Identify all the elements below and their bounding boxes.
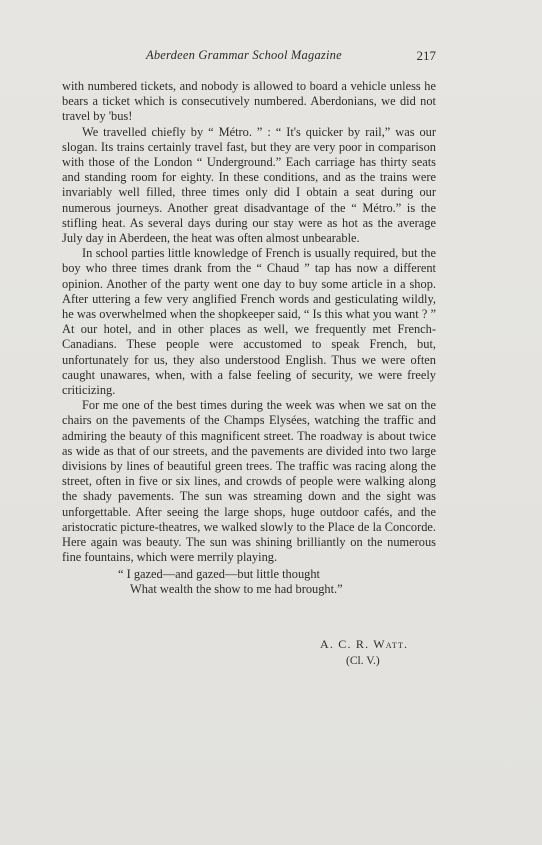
paragraph: For me one of the best times during the week was when we sat on the chairs on the pavements of the Champs Elysées, watching the traffic and admiring the beauty of this magnificent street. The roadway is about twice as wide as that of our streets, and the pavements are divided into two large divisions by lines of beautiful green trees. The traffic was racing along the street, often in five or six lines, and crowds of people were walking along the shady pavements. The sun was streaming down and the sight was unforgettable. After seeing the large shops, huge outdoor cafés, and the aristocratic picture-theatres, we walked slowly to the Place de la Concorde. Here again was beauty. The sun was shining brilliantly on the numerous fine fountains, which were merrily playing. — [62, 398, 436, 565]
paragraph: with numbered tickets, and nobody is allowed to board a vehicle unless he bears a ticket which is consecutively numbered. Aberdonians, we did not travel by 'bus! — [62, 79, 436, 124]
author-class: (Cl. V.) — [346, 655, 380, 667]
paragraph: We travelled chiefly by “ Métro. ” : “ It's quicker by rail,” was our slogan. Its trains certainly travel fast, but they are very poor in comparison with those of the London “ Underground.” Each carriage has thirty seats and standing room for eighty. In these conditions, and as the trains were invariably well filled, three times only did I obtain a seat during our numerous journeys. Another great disadvantage of the “ Métro.” is the stifling heat. As several days during our stay were as hot as the average July day in Aberdeen, the heat was often almost unbearable. — [62, 124, 436, 246]
quoted-verse — [118, 567, 436, 597]
author-signature: A. C. R. Watt. — [320, 637, 409, 651]
page-number: 217 — [416, 48, 436, 63]
verse-line: “ I gazed—and gazed—but little thought — [118, 566, 320, 581]
paragraph: In school parties little knowledge of French is usually required, but the boy who three times drank from the “ Chaud ” tap has now a different opinion. Another of the party went one day to buy some article in a shop. After uttering a few very anglified French words and gesticulating wildly, he was overwhelmed when the shopkeeper said, “ Is this what you want ? ” At our hotel, and in other places as well, we frequently met French-Canadians. These people were accustomed to speak French, but, unfortunately for us, they also understood English. Thus we were often caught unawares, when, with a false feeling of security, we were freely criticizing. — [62, 246, 436, 398]
running-header — [62, 48, 436, 64]
verse-line: What wealth the show to me had brought.” — [130, 581, 343, 596]
journal-title: Aberdeen Grammar School Magazine — [146, 48, 342, 62]
article-body — [62, 79, 436, 597]
